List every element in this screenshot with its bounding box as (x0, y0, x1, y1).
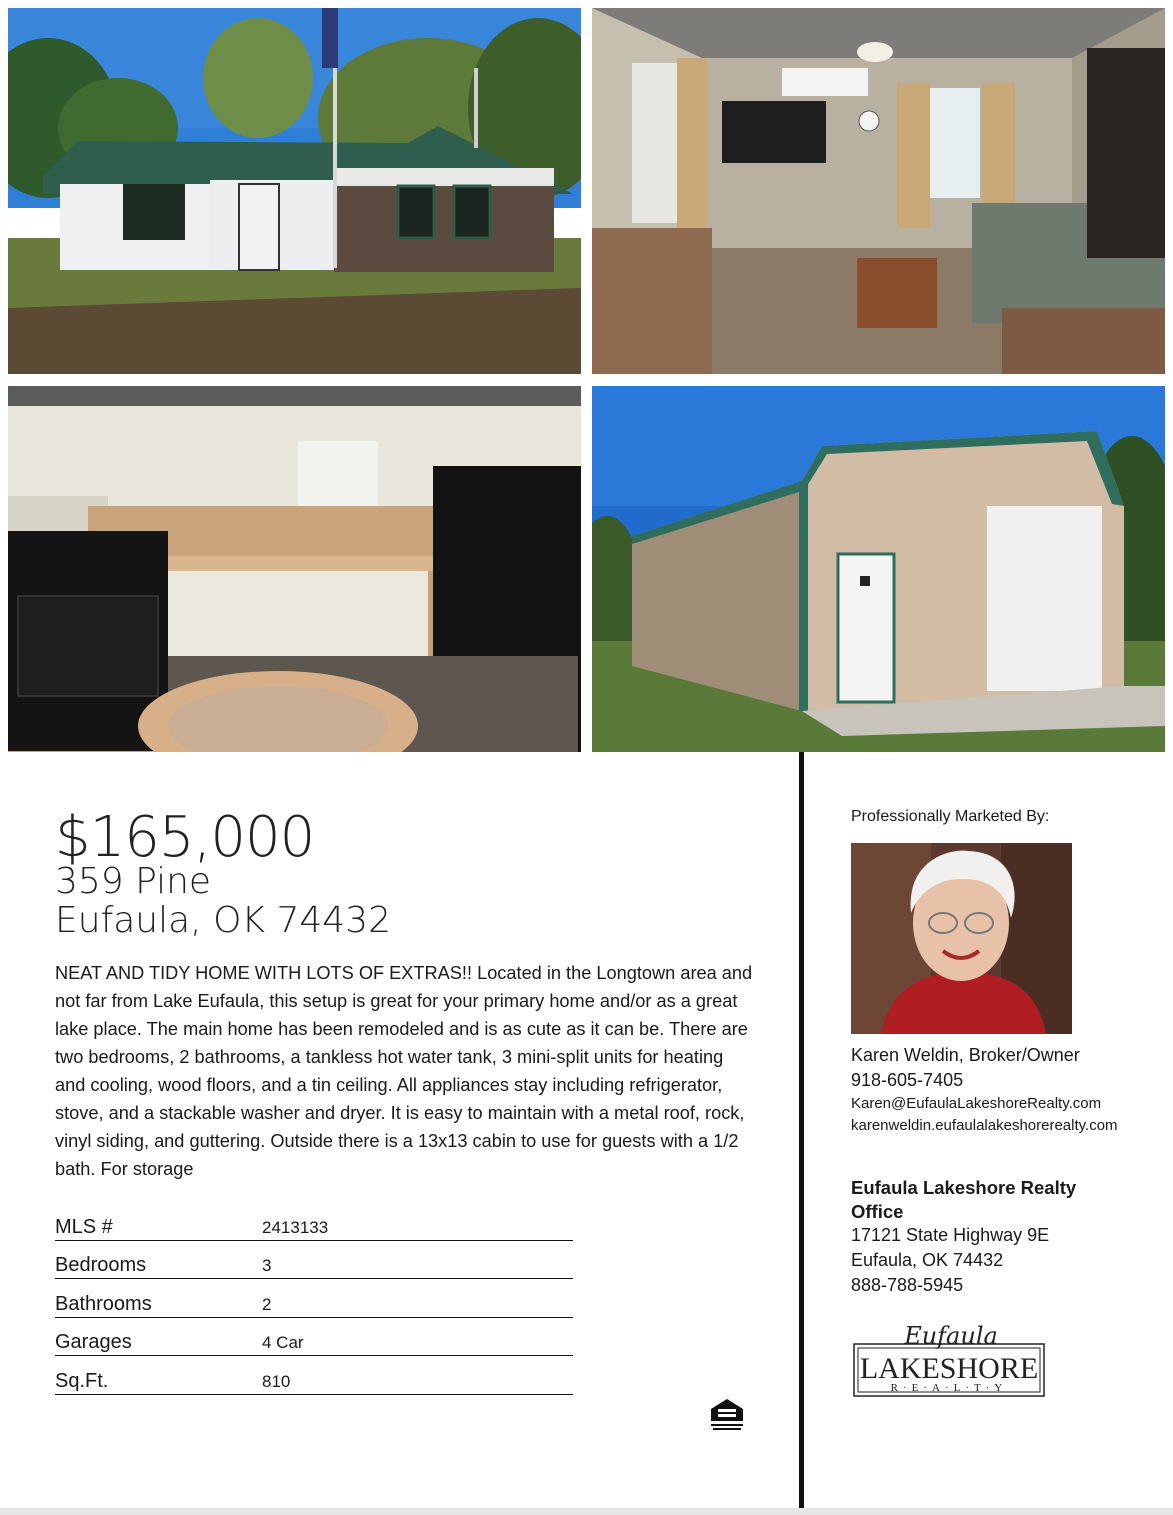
fact-label: Garages (55, 1331, 132, 1353)
fact-value: 810 (262, 1371, 291, 1391)
logo-sub-text: R·E·A·L·T·Y (890, 1382, 1008, 1394)
logo-main-text: LAKESHORE (859, 1352, 1039, 1385)
fact-value: 3 (262, 1256, 272, 1275)
photo-garage (592, 386, 1165, 752)
fact-row-sqft (55, 1356, 573, 1395)
listing-description: NEAT AND TIDY HOME WITH LOTS OF EXTRAS!! Located in the Longtown area and not far from Lake Eufaula, this setup is great for your primary home and/or as a great lake place. The main home has been remodeled and is as cute as it can be. There are two bedrooms, 2 bathrooms, a tankless hot water tank, 3 mini-split units for heating and cooling, wood floors, and a tin ceiling. All appliances stay including refrigerator, stove, and a stackable washer and dryer. It is easy to maintain with a metal roof, rock, vinyl siding, and guttering. Outside there is a 13x13 cabin to use for guests with a 1/2 bath. For storage (55, 963, 753, 1179)
agent-headshot (851, 843, 1072, 1034)
fact-value: 2413133 (262, 1217, 329, 1237)
logo-script-text: Eufaula (904, 1322, 998, 1350)
agent-website[interactable]: karenweldin.eufaulalakeshorerealty.com (851, 1117, 1118, 1134)
page-bottom-bar (0, 1508, 1173, 1515)
equal-housing-opportunity-icon (707, 1397, 747, 1433)
eufaula-lakeshore-realty-logo (851, 1320, 1047, 1400)
photo-kitchen (8, 386, 581, 752)
fact-label: Bathrooms (55, 1292, 152, 1315)
photo-living-room (592, 8, 1165, 374)
fact-label: Sq.Ft. (55, 1369, 109, 1392)
agent-email[interactable]: Karen@EufaulaLakeshoreRealty.com (851, 1095, 1102, 1112)
fact-row-bathrooms (55, 1279, 573, 1318)
fact-label: Bedrooms (55, 1254, 147, 1276)
agent-name: Karen Weldin, Broker/Owner (851, 1045, 1080, 1065)
office-street: 17121 State Highway 9E (851, 1225, 1050, 1245)
marketed-by-label: Professionally Marketed By: (851, 808, 1050, 825)
office-phone[interactable]: 888-788-5945 (851, 1275, 964, 1295)
column-divider (799, 752, 804, 1509)
office-name: Eufaula Lakeshore Realty Office (851, 1177, 1077, 1222)
photo-house-exterior (8, 8, 581, 374)
fact-value: 4 Car (262, 1333, 304, 1352)
fact-row-bedrooms (55, 1241, 573, 1280)
address-line-2: Eufaula, OK 74432 (55, 900, 391, 941)
listing-price: $165,000 (55, 805, 315, 870)
office-city: Eufaula, OK 74432 (851, 1250, 1004, 1270)
address-line-1: 359 Pine (55, 861, 212, 902)
fact-row-garages (55, 1318, 573, 1357)
property-facts-table (55, 1202, 573, 1395)
fact-value: 2 (262, 1294, 272, 1314)
agent-phone[interactable]: 918-605-7405 (851, 1070, 964, 1090)
fact-label: MLS # (55, 1215, 113, 1238)
fact-row-mls (55, 1202, 573, 1241)
